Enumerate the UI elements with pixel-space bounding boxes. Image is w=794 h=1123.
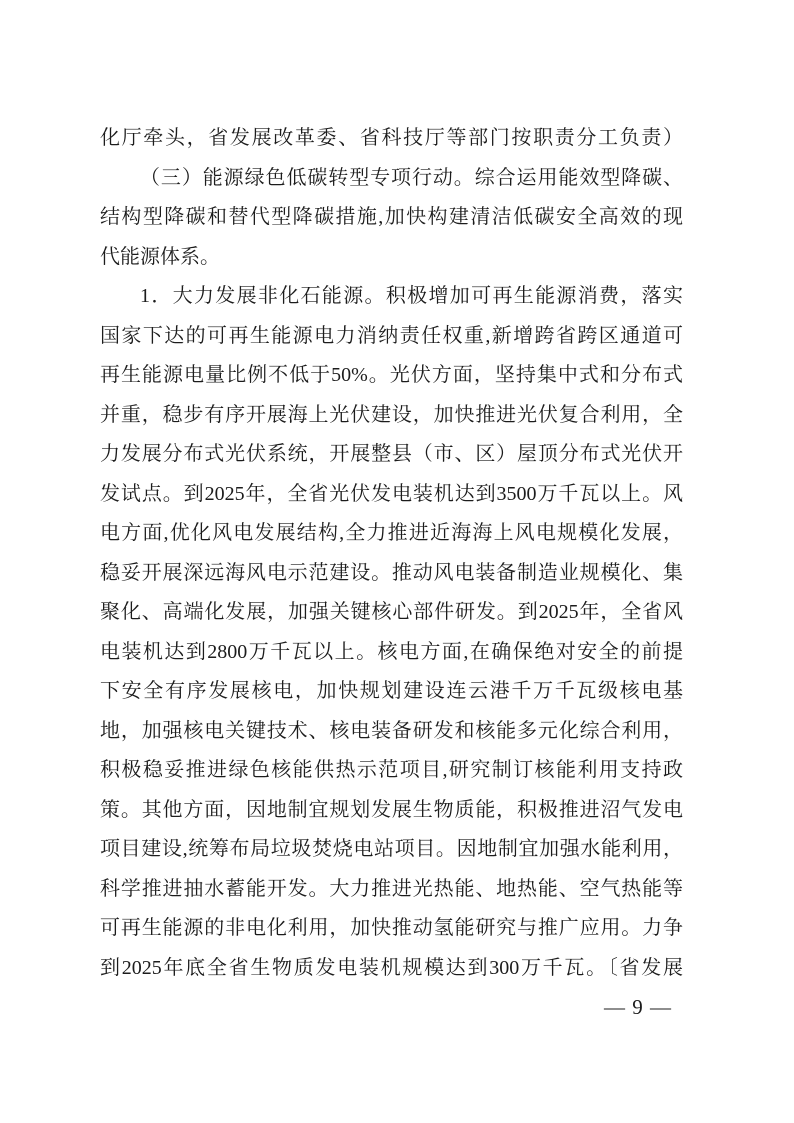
- text-line: 到2025年底全省生物质发电装机规模达到300万千瓦。〔省发展: [100, 956, 683, 979]
- text-line: 代能源体系。: [100, 245, 220, 268]
- text-line: 1．大力发展非化石能源。积极增加可再生能源消费，落实: [140, 285, 683, 307]
- text-line: 策。其他方面，因地制宜规划发展生物质能，积极推进沼气发电: [100, 798, 683, 821]
- page-number: — 9 —: [604, 995, 672, 1019]
- text-line: 化厅牵头，省发展改革委、省科技厅等部门按职责分工负责）: [100, 127, 683, 149]
- text-line: 下安全有序发展核电，加快规划建设连云港千万千瓦级核电基: [100, 680, 683, 702]
- text-line: 力发展分布式光伏系统，开展整县（市、区）屋顶分布式光伏开: [100, 443, 683, 465]
- text-line: 再生能源电量比例不低于50%。光伏方面，坚持集中式和分布式: [100, 364, 683, 386]
- text-line: （三）能源绿色低碳转型专项行动。综合运用能效型降碳、: [140, 166, 683, 189]
- text-line: 电装机达到2800万千瓦以上。核电方面,在确保绝对安全的前提: [100, 640, 683, 663]
- text-line: 结构型降碳和替代型降碳措施,加快构建清洁低碳安全高效的现: [100, 206, 683, 228]
- text-line: 积极稳妥推进绿色核能供热示范项目,研究制订核能利用支持政: [100, 759, 683, 781]
- text-line: 可再生能源的非电化利用，加快推动氢能研究与推广应用。力争: [100, 917, 683, 939]
- text-line: 稳妥开展深远海风电示范建设。推动风电装备制造业规模化、集: [100, 561, 683, 584]
- text-line: 国家下达的可再生能源电力消纳责任权重,新增跨省跨区通道可: [100, 324, 683, 347]
- text-line: 电方面,优化风电发展结构,全力推进近海海上风电规模化发展，: [100, 522, 683, 544]
- text-line: 地，加强核电关键技术、核电装备研发和核能多元化综合利用，: [100, 719, 683, 742]
- text-line: 并重，稳步有序开展海上光伏建设，加快推进光伏复合利用，全: [100, 403, 683, 426]
- text-line: 聚化、高端化发展，加强关键核心部件研发。到2025年，全省风: [100, 601, 683, 623]
- text-line: 发试点。到2025年，全省光伏发电装机达到3500万千瓦以上。风: [100, 482, 683, 505]
- document-body: [100, 119, 683, 988]
- text-line: 项目建设,统筹布局垃圾焚烧电站项目。因地制宜加强水能利用，: [100, 838, 683, 860]
- text-line: 科学推进抽水蓄能开发。大力推进光热能、地热能、空气热能等: [100, 877, 683, 900]
